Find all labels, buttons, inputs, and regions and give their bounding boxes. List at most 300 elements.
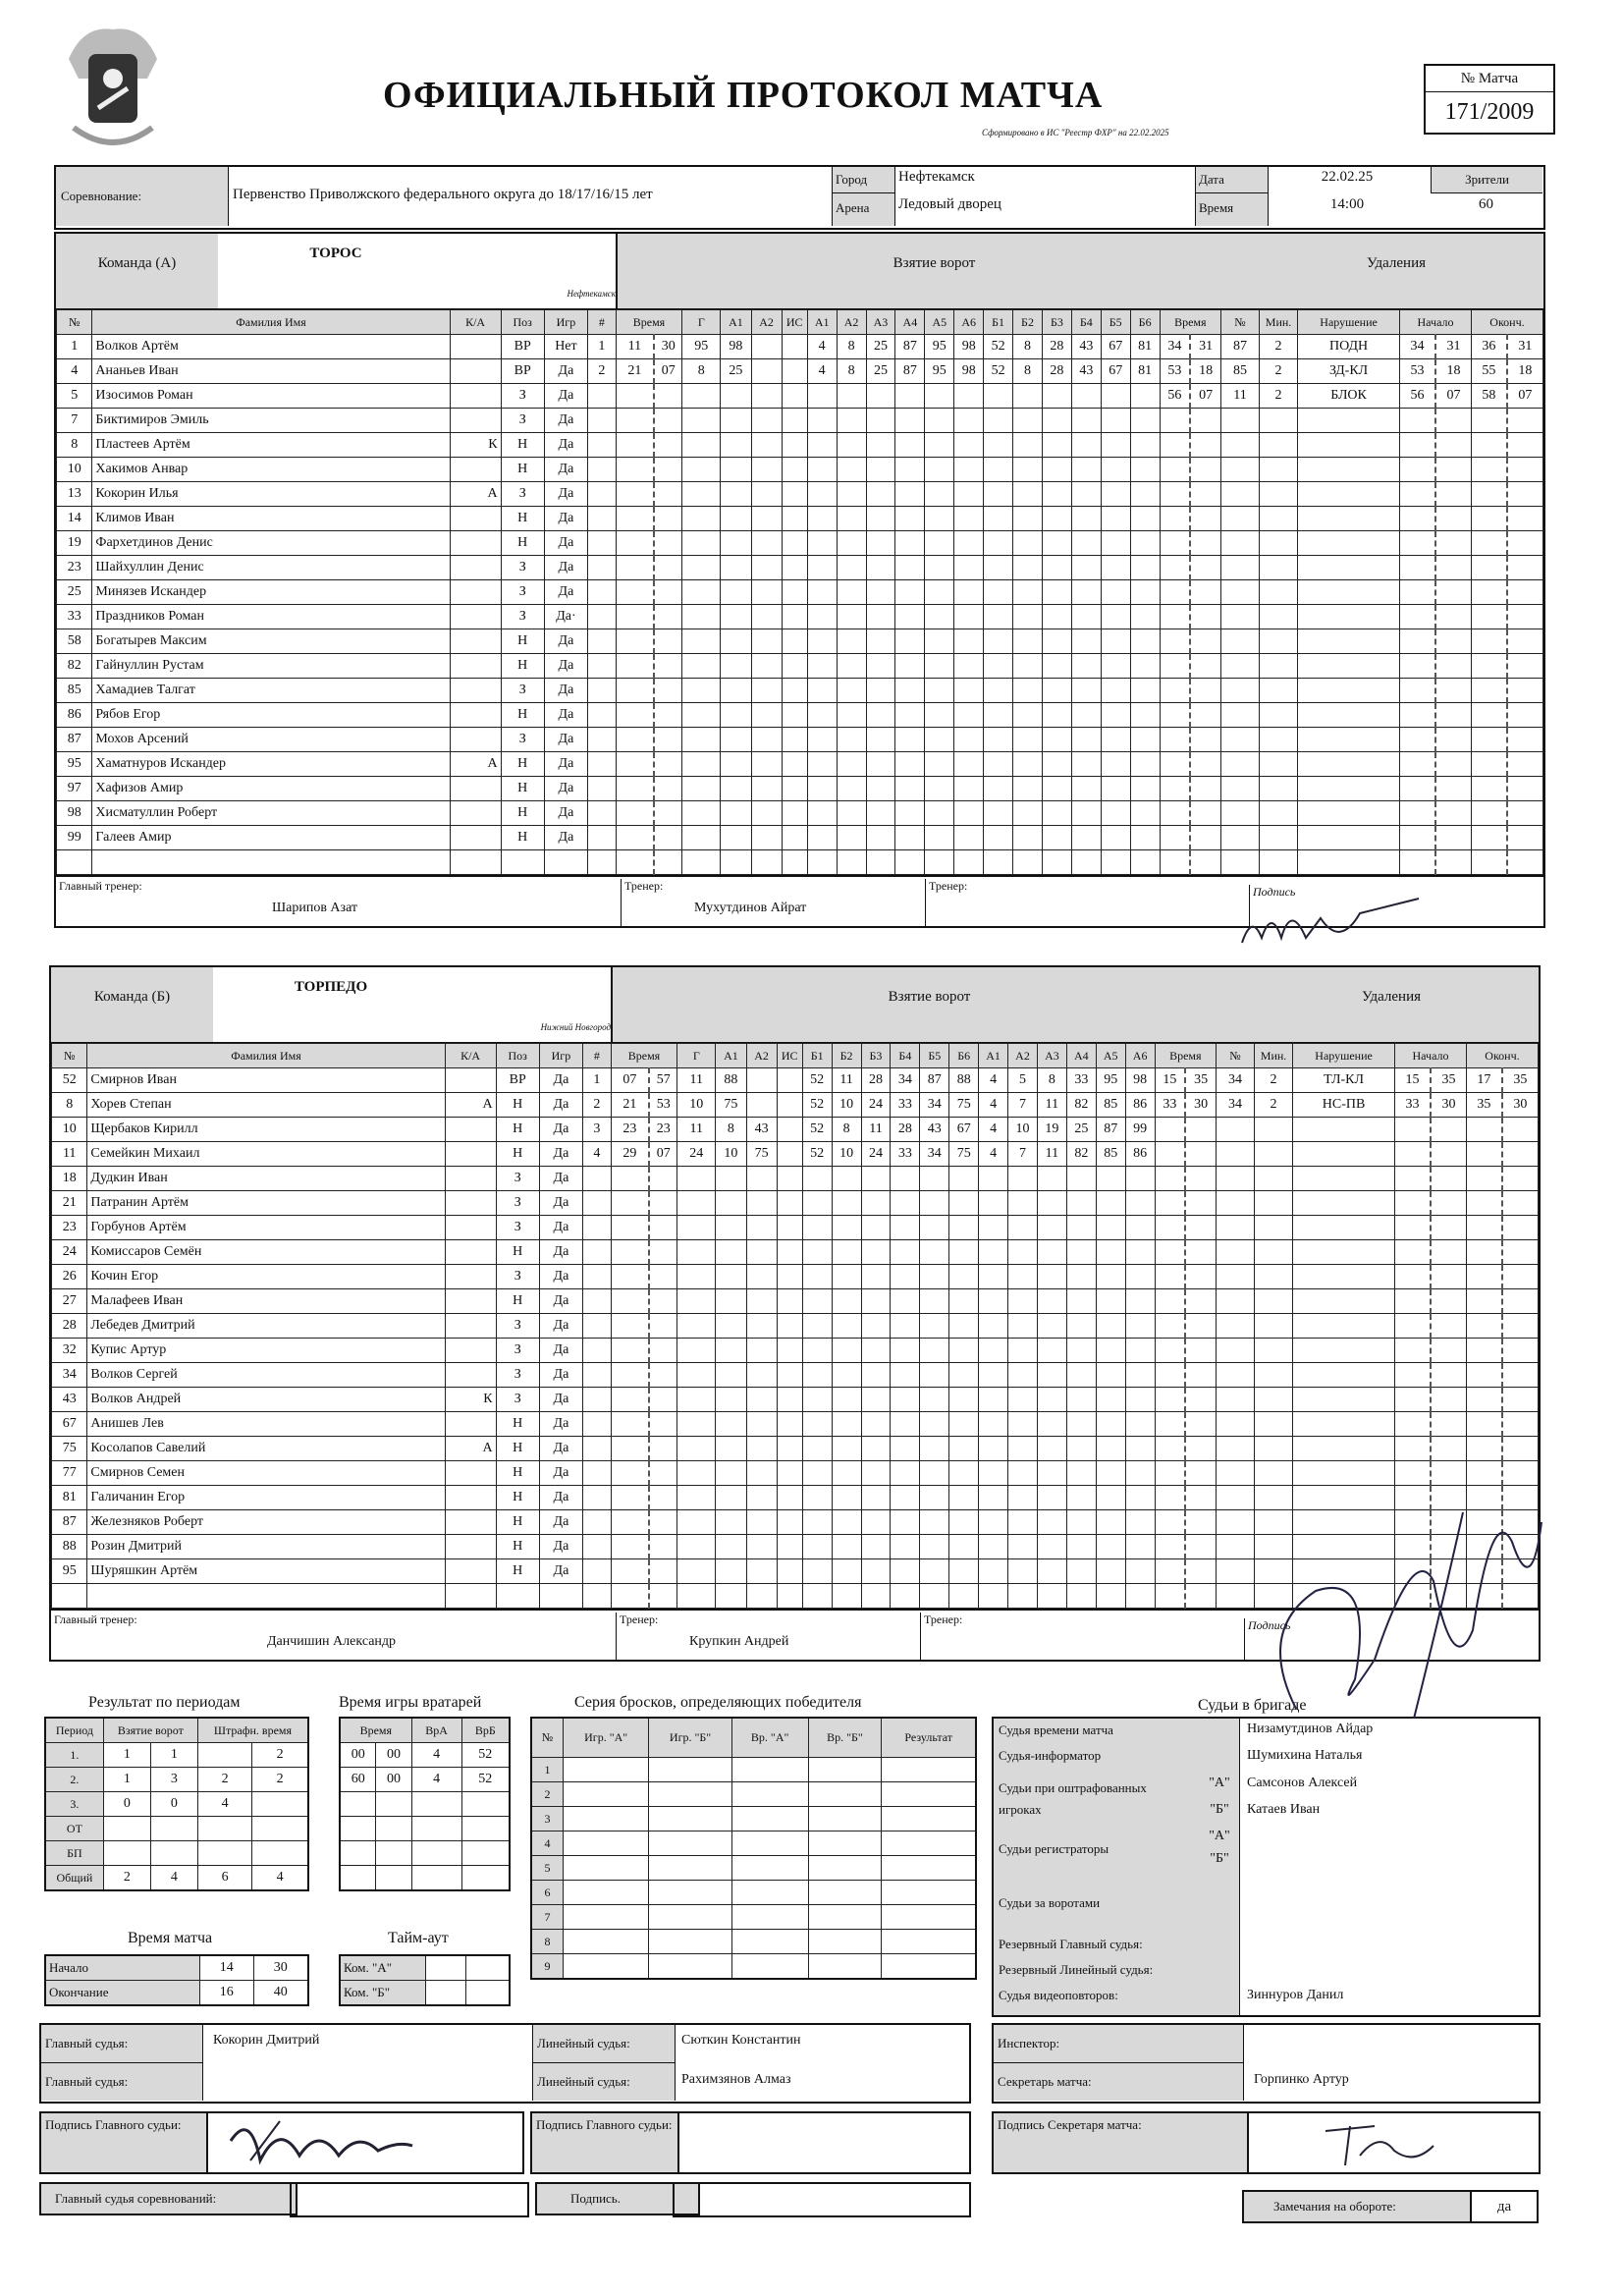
player-name: Мохов Арсений <box>92 728 450 752</box>
player-position: Н <box>496 1437 539 1461</box>
goal-cell: 33 <box>891 1093 920 1118</box>
player-position: З <box>496 1339 539 1363</box>
player-role <box>450 654 501 679</box>
goal-cell: 21 <box>611 1093 649 1118</box>
result-cell <box>252 1792 308 1817</box>
goal-cell: 11 <box>1037 1093 1066 1118</box>
player-position: З <box>501 384 544 409</box>
player-number: 7 <box>57 409 92 433</box>
player-number: 95 <box>57 752 92 777</box>
goal-cell: 75 <box>746 1142 777 1167</box>
penalty-cell: 56 <box>1400 384 1435 409</box>
player-row <box>52 1167 1539 1191</box>
player-name: Малафеев Иван <box>87 1289 445 1314</box>
penalty-cell: 30 <box>1185 1093 1216 1118</box>
col-header: Поз <box>501 310 544 335</box>
player-name: Хорев Степан <box>87 1093 445 1118</box>
player-row <box>52 1265 1539 1289</box>
penalty-cell: 31 <box>1435 335 1471 359</box>
player-plays: Да <box>539 1314 582 1339</box>
player-row <box>52 1289 1539 1314</box>
player-name: Кочин Егор <box>87 1265 445 1289</box>
col-header: Г <box>682 310 721 335</box>
player-plays: Да <box>544 752 587 777</box>
penalty-cell: 34 <box>1217 1093 1255 1118</box>
goal-cell: 88 <box>716 1068 746 1093</box>
goal-cell: 98 <box>954 359 984 384</box>
player-role <box>450 629 501 654</box>
goal-cell: 43 <box>746 1118 777 1142</box>
goal-cell: 24 <box>861 1093 891 1118</box>
player-role <box>450 507 501 531</box>
player-position: Н <box>496 1240 539 1265</box>
shootout-num: 2 <box>531 1781 563 1806</box>
match-number-box <box>1424 64 1555 135</box>
goal-cell: 23 <box>611 1118 649 1142</box>
player-role <box>445 1314 496 1339</box>
reserve-line-label: Резервный Линейный судья: <box>999 1962 1154 1977</box>
goal-cell: 8 <box>832 1118 861 1142</box>
main-referee-label: Главный судья: <box>41 2025 203 2063</box>
penalty-cell: 31 <box>1190 335 1220 359</box>
col-header: Игр <box>539 1044 582 1068</box>
result-cell: 1 <box>150 1743 197 1768</box>
goal-cell: 11 <box>616 335 654 359</box>
start-hour: 14 <box>200 1955 254 1981</box>
player-position: З <box>501 605 544 629</box>
referees-panel <box>39 2023 971 2104</box>
col-header: А2 <box>751 310 782 335</box>
goal-cell: 43 <box>1071 359 1101 384</box>
goal-cell: 2 <box>588 359 617 384</box>
goalie-cell: 52 <box>461 1768 510 1792</box>
penalty-cell: ЗД-КЛ <box>1298 359 1400 384</box>
player-row <box>57 507 1543 531</box>
penalty-cell: 11 <box>1221 384 1260 409</box>
col-header: Игр <box>544 310 587 335</box>
col-header: № <box>1217 1044 1255 1068</box>
col-header: Время <box>1155 1044 1216 1068</box>
comp-sign-label: Подпись. <box>535 2182 700 2215</box>
col-header: А1 <box>979 1044 1008 1068</box>
result-cell: 2 <box>252 1743 308 1768</box>
coach2-label: Тренер: <box>920 1613 962 1660</box>
penalty-cell: 56 <box>1160 384 1190 409</box>
result-cell: Общий <box>45 1866 103 1891</box>
col-header: № <box>57 310 92 335</box>
penalty-cell: 34 <box>1217 1068 1255 1093</box>
comp-sign-box <box>673 2182 971 2217</box>
col-header: № <box>531 1718 563 1757</box>
col-header: ИС <box>782 310 807 335</box>
penalty-cell: 07 <box>1190 384 1220 409</box>
player-role <box>445 1486 496 1510</box>
goal-cell: 19 <box>1037 1118 1066 1142</box>
competition: Первенство Приволжского федерального округа до 18/17/16/15 лет <box>233 187 653 202</box>
secretary: Горпинко Артур <box>1254 2072 1349 2087</box>
player-name: Щербаков Кирилл <box>87 1118 445 1142</box>
player-name: Гайнуллин Рустам <box>92 654 450 679</box>
main-referee-2-label: Главный судья: <box>41 2063 203 2101</box>
player-name: Волков Артём <box>92 335 450 359</box>
goal-cell: 25 <box>866 359 895 384</box>
result-cell <box>150 1841 197 1866</box>
registry-note: Сформировано в ИС "Реестр ФХР" на 22.02.2025 <box>982 128 1169 137</box>
player-plays: Да <box>539 1388 582 1412</box>
result-cell: 0 <box>150 1792 197 1817</box>
player-plays: Да <box>544 556 587 580</box>
player-plays: Да <box>544 629 587 654</box>
player-position: Н <box>496 1486 539 1510</box>
date-label: Дата <box>1195 167 1269 193</box>
col-header: Период <box>45 1718 103 1743</box>
coach2-label: Тренер: <box>925 879 967 926</box>
result-cell: 2 <box>197 1768 251 1792</box>
col-header: Г <box>677 1044 716 1068</box>
player-plays: Да <box>539 1191 582 1216</box>
goal-cell: 57 <box>649 1068 677 1093</box>
player-row <box>52 1118 1539 1142</box>
penalty-cell: 18 <box>1435 359 1471 384</box>
goal-cell: 82 <box>1066 1142 1096 1167</box>
player-name: Розин Дмитрий <box>87 1535 445 1559</box>
player-row <box>57 384 1543 409</box>
player-row <box>52 1068 1539 1093</box>
registrars-label: Судьи регистраторы <box>999 1841 1109 1856</box>
player-role <box>450 458 501 482</box>
player-plays: Да <box>539 1289 582 1314</box>
player-role <box>450 679 501 703</box>
player-row <box>57 629 1543 654</box>
match-time-table <box>44 1954 309 2006</box>
col-header: Б5 <box>1101 310 1130 335</box>
player-role <box>450 777 501 801</box>
player-number: 87 <box>52 1510 87 1535</box>
goal-cell: 7 <box>1008 1142 1038 1167</box>
goal-cell: 8 <box>1037 1068 1066 1093</box>
goal-cell: 7 <box>1008 1093 1038 1118</box>
competition-label: Соревнование: <box>56 167 229 226</box>
goal-cell: 67 <box>1101 335 1130 359</box>
player-number: 81 <box>52 1486 87 1510</box>
player-row <box>52 1191 1539 1216</box>
arena: Ледовый дворец <box>898 196 1001 212</box>
main-referee-1: Кокорин Дмитрий <box>213 2033 320 2048</box>
inspector-panel <box>992 2023 1541 2104</box>
goal-cell <box>777 1068 802 1093</box>
sign-label: Подпись <box>1244 1618 1290 1660</box>
player-role <box>445 1535 496 1559</box>
player-row <box>57 458 1543 482</box>
player-row <box>57 409 1543 433</box>
player-plays: Да <box>544 703 587 728</box>
team-city: Нефтекамск <box>567 289 616 299</box>
col-header: А1 <box>807 310 837 335</box>
player-number: 87 <box>57 728 92 752</box>
player-role <box>445 1339 496 1363</box>
goal-cell: 75 <box>716 1093 746 1118</box>
player-number: 86 <box>57 703 92 728</box>
penalty-cell: 2 <box>1255 1068 1293 1093</box>
player-position: З <box>496 1363 539 1388</box>
player-plays: Да <box>544 826 587 850</box>
col-header: А1 <box>721 310 751 335</box>
player-role <box>450 728 501 752</box>
goal-cell: 98 <box>721 335 751 359</box>
info-panel <box>54 165 1545 230</box>
player-name: Купис Артур <box>87 1339 445 1363</box>
goal-cell: 87 <box>895 359 925 384</box>
player-role <box>445 1265 496 1289</box>
penalty-cell: 34 <box>1160 335 1190 359</box>
goal-cell: 1 <box>588 335 617 359</box>
goal-cell: 10 <box>677 1093 716 1118</box>
penalty-cell: 33 <box>1395 1093 1431 1118</box>
sign-secretary-label: Подпись Секретаря матча: <box>992 2111 1249 2174</box>
player-plays: Да <box>539 1142 582 1167</box>
col-header: Начало <box>1400 310 1472 335</box>
player-role <box>445 1412 496 1437</box>
penalty-cell: 35 <box>1431 1068 1466 1093</box>
player-name: Шайхуллин Денис <box>92 556 450 580</box>
reserve-main-label: Резервный Главный судья: <box>999 1937 1143 1951</box>
goal-cell: 34 <box>920 1093 949 1118</box>
player-plays: Да <box>539 1339 582 1363</box>
sign-main2-label: Подпись Главного судьи: <box>530 2111 679 2174</box>
player-number: 24 <box>52 1240 87 1265</box>
timeout-a-label: Ком. "А" <box>340 1955 426 1981</box>
goal-cell: 95 <box>925 359 954 384</box>
goal-cell: 82 <box>1066 1093 1096 1118</box>
goal-cell: 53 <box>649 1093 677 1118</box>
goal-cell: 34 <box>920 1142 949 1167</box>
player-position: Н <box>496 1412 539 1437</box>
player-plays: Да <box>544 580 587 605</box>
col-header: Б3 <box>861 1044 891 1068</box>
player-name: Комиссаров Семён <box>87 1240 445 1265</box>
goal-cell <box>782 335 807 359</box>
goalie-cell: 00 <box>340 1743 376 1768</box>
player-name: Праздников Роман <box>92 605 450 629</box>
goal-cell: 21 <box>616 359 654 384</box>
player-plays: Да <box>544 458 587 482</box>
goal-cell: 98 <box>954 335 984 359</box>
goal-cell <box>777 1118 802 1142</box>
penalty-cell: 2 <box>1260 384 1298 409</box>
goalie-time-table <box>339 1717 511 1891</box>
goal-cell: 28 <box>1042 335 1071 359</box>
col-header: Б4 <box>1071 310 1101 335</box>
col-header: ИС <box>777 1044 802 1068</box>
result-cell <box>150 1817 197 1841</box>
sign-main2-box <box>677 2111 971 2174</box>
goal-cell: 28 <box>1042 359 1071 384</box>
shootout-num: 3 <box>531 1806 563 1831</box>
goal-cell: 67 <box>949 1118 979 1142</box>
city-label: Город <box>832 167 895 193</box>
goal-cell: 10 <box>716 1142 746 1167</box>
col-header: Б6 <box>1130 310 1160 335</box>
player-row <box>57 801 1543 826</box>
player-name: Фархетдинов Денис <box>92 531 450 556</box>
player-role: А <box>450 752 501 777</box>
goal-cell: 3 <box>583 1118 612 1142</box>
player-position: Н <box>496 1142 539 1167</box>
goal-cell <box>777 1142 802 1167</box>
col-header: Время <box>611 1044 677 1068</box>
registrar-b-label: "Б" <box>1210 1851 1229 1866</box>
player-number: 43 <box>52 1388 87 1412</box>
results-title: Результат по периодам <box>88 1694 241 1711</box>
head-coach-label: Главный тренер: <box>54 1613 137 1626</box>
col-header: № <box>1221 310 1260 335</box>
notes-label: Замечания на обороте: <box>1242 2190 1472 2223</box>
goal-cell: 52 <box>802 1118 832 1142</box>
player-position: Н <box>501 433 544 458</box>
col-header: Фамилия Имя <box>87 1044 445 1068</box>
player-row <box>57 728 1543 752</box>
match-time-title: Время матча <box>128 1930 213 1946</box>
player-name: Косолапов Савелий <box>87 1437 445 1461</box>
player-plays: Да <box>544 384 587 409</box>
col-header: А4 <box>1066 1044 1096 1068</box>
player-plays: Да· <box>544 605 587 629</box>
goal-cell: 8 <box>837 359 866 384</box>
player-role <box>445 1559 496 1584</box>
timekeeper-label: Судья времени матча <box>999 1722 1113 1737</box>
goal-cell: 43 <box>920 1118 949 1142</box>
player-name: Анишев Лев <box>87 1412 445 1437</box>
page-title: ОФИЦИАЛЬНЫЙ ПРОТОКОЛ МАТЧА <box>383 75 1104 116</box>
player-position: Н <box>501 703 544 728</box>
goal-cell: 4 <box>807 359 837 384</box>
penalty-cell: ПОДН <box>1298 335 1400 359</box>
shootout-num: 4 <box>531 1831 563 1855</box>
col-header: К/А <box>450 310 501 335</box>
player-name: Патранин Артём <box>87 1191 445 1216</box>
goal-cell: 95 <box>682 335 721 359</box>
penalty-cell: 36 <box>1471 335 1506 359</box>
goal-cell: 4 <box>979 1142 1008 1167</box>
line-referee-2: Рахимзянов Алмаз <box>681 2072 791 2087</box>
goal-cell <box>746 1068 777 1093</box>
penalty-a-label: "А" <box>1209 1776 1230 1790</box>
col-header: Нарушение <box>1298 310 1400 335</box>
goal-cell: 81 <box>1130 335 1160 359</box>
notes-value: да <box>1470 2190 1539 2223</box>
player-row <box>52 1240 1539 1265</box>
player-position: ВР <box>501 335 544 359</box>
goal-cell: 2 <box>583 1093 612 1118</box>
col-header: Б1 <box>984 310 1013 335</box>
goal-cell: 5 <box>1008 1068 1038 1093</box>
col-header: Б4 <box>891 1044 920 1068</box>
timeout-table <box>339 1954 511 2006</box>
results-table <box>44 1717 309 1891</box>
player-name: Лебедев Дмитрий <box>87 1314 445 1339</box>
player-name: Шуряшкин Артём <box>87 1559 445 1584</box>
player-plays: Да <box>539 1167 582 1191</box>
penalty-cell: 07 <box>1435 384 1471 409</box>
player-row <box>52 1437 1539 1461</box>
player-number: 21 <box>52 1191 87 1216</box>
penalty-cell: 07 <box>1507 384 1543 409</box>
player-row <box>52 1363 1539 1388</box>
shootout-num: 6 <box>531 1880 563 1904</box>
player-position: Н <box>501 507 544 531</box>
col-header: Вр. "А" <box>731 1718 808 1757</box>
goal-cell: 8 <box>716 1118 746 1142</box>
penalty-b-label: "Б" <box>1210 1802 1229 1817</box>
team-label: Команда (А) <box>56 234 218 308</box>
end-label: Окончание <box>45 1981 200 2006</box>
goal-cell: 87 <box>1096 1118 1125 1142</box>
player-position: Н <box>496 1289 539 1314</box>
col-header: # <box>588 310 617 335</box>
secretary-label: Секретарь матча: <box>994 2063 1244 2101</box>
player-position: З <box>501 556 544 580</box>
goal-cell <box>751 359 782 384</box>
player-number: 23 <box>57 556 92 580</box>
player-plays: Да <box>544 359 587 384</box>
player-plays: Да <box>539 1093 582 1118</box>
player-name: Хакимов Анвар <box>92 458 450 482</box>
player-plays: Да <box>539 1559 582 1584</box>
player-role <box>445 1240 496 1265</box>
officials-panel <box>992 1717 1541 2017</box>
result-cell <box>103 1841 150 1866</box>
result-cell: 3 <box>150 1768 197 1792</box>
col-header: ВрБ <box>461 1718 510 1743</box>
goal-cell <box>746 1093 777 1118</box>
player-role <box>450 605 501 629</box>
goal-cell <box>751 335 782 359</box>
player-number: 99 <box>57 826 92 850</box>
player-plays: Да <box>539 1265 582 1289</box>
player-position: З <box>501 679 544 703</box>
player-name: Изосимов Роман <box>92 384 450 409</box>
player-plays: Да <box>539 1461 582 1486</box>
signature-main-referee <box>221 2102 417 2180</box>
shootout-num: 5 <box>531 1855 563 1880</box>
player-number: 1 <box>57 335 92 359</box>
date: 22.02.25 <box>1321 169 1374 185</box>
goal-cell: 95 <box>1096 1068 1125 1093</box>
time-label: Время <box>1195 193 1269 226</box>
penalty-cell: НС-ПВ <box>1293 1093 1395 1118</box>
player-row <box>57 654 1543 679</box>
shootout-num: 8 <box>531 1929 563 1953</box>
col-header: Время <box>616 310 682 335</box>
goal-cell: 1 <box>583 1068 612 1093</box>
player-name: Галеев Амир <box>92 826 450 850</box>
player-number: 25 <box>57 580 92 605</box>
player-role <box>445 1167 496 1191</box>
col-header: Мин. <box>1255 1044 1293 1068</box>
penalty-judges-label: Судьи при оштрафованных игроках <box>999 1780 1147 1817</box>
head-coach: Данчишин Александр <box>267 1634 397 1649</box>
penalty-cell: 53 <box>1400 359 1435 384</box>
col-header: Время <box>1160 310 1220 335</box>
player-role <box>445 1216 496 1240</box>
goal-cell: 30 <box>654 335 682 359</box>
penalty-judge-a: Самсонов Алексей <box>1247 1776 1358 1790</box>
comp-main-referee-label: Главный судья соревнований: <box>39 2182 298 2215</box>
penalty-cell: 17 <box>1466 1068 1501 1093</box>
goal-cell: 28 <box>891 1118 920 1142</box>
player-row <box>57 826 1543 850</box>
player-plays: Да <box>539 1216 582 1240</box>
